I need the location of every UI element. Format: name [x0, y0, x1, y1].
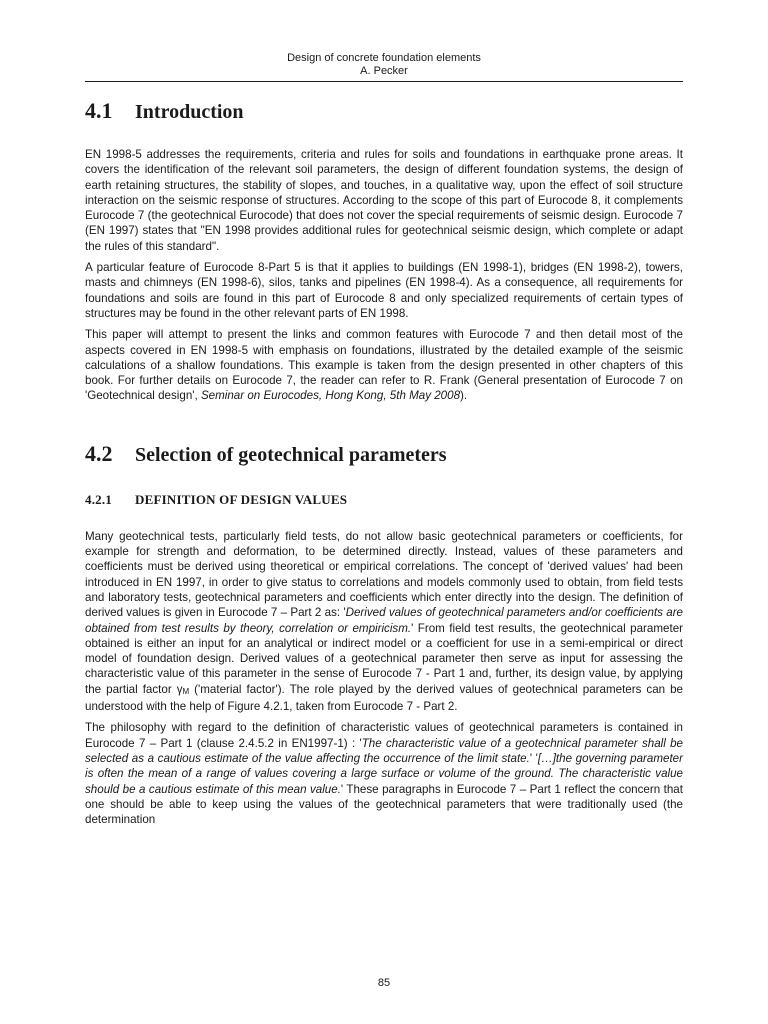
header-rule: [85, 81, 683, 82]
citation: Seminar on Eurocodes, Hong Kong, 5th May 2008: [200, 389, 461, 403]
section-title: Selection of geotechnical parameters: [135, 443, 447, 466]
paragraph: [85, 720, 683, 827]
text-run: ' ': [529, 751, 538, 765]
page-content: [85, 97, 683, 833]
subsection-4-2-1-heading: [85, 492, 683, 508]
quote: […]the governing parameter is often the mean of a range of values covering a large surface or volume of the ground. The characteristic value should be a cautious estimate of this mean value.: [85, 751, 683, 796]
paragraph: EN 1998-5 addresses the requirements, criteria and rules for soils and foundations in earthquake prone areas. It covers the identification of the relevant soil parameters, the design of different foundation systems, the design of earth retaining structures, the stability of slopes, and touches, in a qualitative way, upon the effect of soil structure interaction on the seismic response of structures. According to the scope of this part of Eurocode 8, it complements Eurocode 7 (the geotechnical Eurocode) that does not cover the special requirements of seismic design. Eurocode 7 (EN 1997) states that "EN 1998 provides additional rules for geotechnical seismic design, which complete or adapt the rules of this standard".: [85, 148, 683, 253]
subsection-title: DEFINITION OF DESIGN VALUES: [135, 491, 348, 507]
section-number: 4.2: [85, 440, 113, 466]
text-run: ' These paragraphs in Eurocode 7 – Part 1 reflect the concern that one should be able to keep using the values of the geotechnical parameters that were traditionally used (the determination: [85, 782, 683, 827]
quote: Derived values of geotechnical parameters and/or coefficients are obtained from test results by theory, correlation or empiricism.: [85, 606, 684, 635]
paragraph: [85, 327, 683, 403]
header-author: A. Pecker: [360, 65, 408, 77]
running-header: [85, 52, 683, 78]
section-4-1-heading: [85, 97, 683, 126]
header-title: Design of concrete foundation elements: [287, 52, 481, 64]
paragraph: [85, 529, 683, 715]
paragraph: A particular feature of Eurocode 8-Part 5 is that it applies to buildings (EN 1998-1), bridges (EN 1998-2), towers, masts and chimneys (EN 1998-6), silos, tanks and pipelines (EN 1998-4). As a consequence, all requirements for foundations and soils are found in this part of Eurocode 8 and only specialized requirements of certain types of structures may be found in the other relevant parts of EN 1998.: [85, 261, 683, 320]
text-run: ('material factor'). The role played by the derived values of geotechnical parameters can be understood with the help of Figure 4.2.1, taken from Eurocode 7 - Part 2.: [85, 682, 683, 714]
text-run: The philosophy with regard to the definition of characteristic values of geotechnical parameters is contained in Eurocode 7 – Part 1 (clause 2.4.5.2 in EN1997-1) : ': [85, 721, 683, 750]
gamma-subscript: M: [182, 686, 190, 696]
section-title: Introduction: [135, 101, 244, 123]
text-run: This paper will attempt to present the links and common features with Eurocode 7 and then detail most of the aspects covered in EN 1998-5 with emphasis on foundations, illustrated by the detailed example of the seismic calculations of a shallow foundations. This example is taken from the design presented in other chapters of this book. For further details on Eurocode 7, the reader can refer to R. Frank (General presentation of Eurocode 7 on 'Geotechnical design',: [85, 328, 683, 403]
text-run: ).: [460, 389, 468, 403]
section-4-2-heading: [85, 440, 683, 469]
page-number: 85: [377, 977, 391, 989]
subsection-number: 4.2.1: [85, 491, 112, 507]
text-run: Many geotechnical tests, particularly field tests, do not allow basic geotechnical parameters or coefficients, for example for strength and deformation, to be determined directly. Instead, values of these parameters and coefficients must be derived using theoretical or empirical correlations. The concept of 'derived values' had been introduced in EN 1997, in order to give status to correlations and models commonly used to obtain, from field tests and laboratory tests, geotechnical parameters and coefficients which enter directly into the design. The definition of derived values is given in Eurocode 7 – Part 2 as: ': [85, 529, 683, 620]
quote: The characteristic value of a geotechnical parameter shall be selected as a cautious estimate of the value affecting the occurrence of the limit state.: [85, 736, 683, 765]
gamma-symbol: γ: [176, 682, 183, 696]
text-run: ' From field test results, the geotechnical parameter obtained is either an input for an analytical or indirect model or a coefficient for use in a semi-empirical or direct model of foundation design. Derived values of a geotechnical parameter then serve as input for assessing the characteristic value of this parameter in the sense of Eurocode 7 - Part 1 and, further, its design value, by applying the partial factor: [85, 621, 684, 696]
section-number: 4.1: [85, 98, 113, 123]
